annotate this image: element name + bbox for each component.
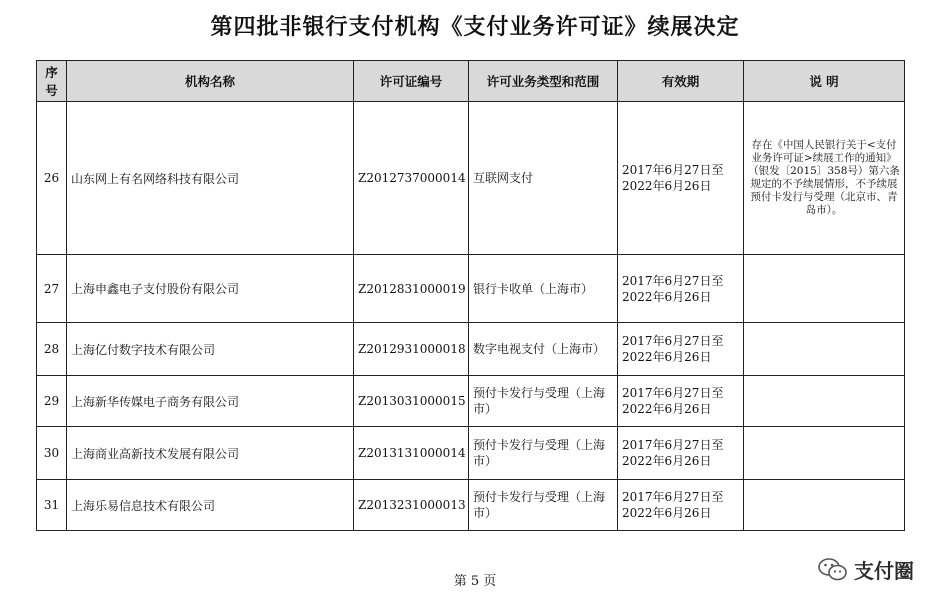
cell-license-no: Z2012737000014 [354, 102, 469, 255]
cell-license-no: Z2013131000014 [354, 427, 469, 480]
header-license-no: 许可证编号 [354, 61, 469, 102]
cell-org-name: 上海乐易信息技术有限公司 [67, 480, 354, 531]
table-header-row [37, 61, 905, 102]
cell-validity: 2017年6月27日至2022年6月26日 [618, 323, 744, 376]
table-row [37, 376, 905, 427]
cell-business-scope: 数字电视支付（上海市） [469, 323, 618, 376]
cell-note [744, 255, 905, 323]
cell-note [744, 323, 905, 376]
cell-license-no: Z2012931000018 [354, 323, 469, 376]
watermark-name: 支付圈 [854, 559, 914, 583]
cell-license-no: Z2013231000013 [354, 480, 469, 531]
cell-business-scope: 预付卡发行与受理（上海市） [469, 480, 618, 531]
cell-validity: 2017年6月27日至2022年6月26日 [618, 376, 744, 427]
table-row [37, 427, 905, 480]
cell-org-name: 上海商业高新技术发展有限公司 [67, 427, 354, 480]
cell-note [744, 480, 905, 531]
cell-index: 26 [37, 102, 67, 255]
table-row [37, 102, 905, 255]
cell-index: 30 [37, 427, 67, 480]
header-validity: 有效期 [618, 61, 744, 102]
cell-org-name: 上海新华传媒电子商务有限公司 [67, 376, 354, 427]
table-row [37, 323, 905, 376]
wechat-icon [818, 557, 848, 583]
table-row [37, 480, 905, 531]
page-number: 第 5 页 [453, 574, 497, 589]
cell-validity: 2017年6月27日至2022年6月26日 [618, 255, 744, 323]
cell-note [744, 427, 905, 480]
watermark [818, 555, 914, 584]
cell-note: 存在《中国人民银行关于<支付业务许可证>续展工作的通知》（银发〔2015〕358号）第六条规定的不予续展情形，不予续展预付卡发行与受理（北京市、青岛市）。 [744, 102, 905, 255]
cell-org-name: 上海申鑫电子支付股份有限公司 [67, 255, 354, 323]
cell-validity: 2017年6月27日至2022年6月26日 [618, 102, 744, 255]
cell-business-scope: 银行卡收单（上海市） [469, 255, 618, 323]
cell-license-no: Z2012831000019 [354, 255, 469, 323]
header-org-name: 机构名称 [67, 61, 354, 102]
cell-business-scope: 预付卡发行与受理（上海市） [469, 376, 618, 427]
page-title: 第四批非银行支付机构《支付业务许可证》续展决定 [210, 14, 740, 40]
cell-index: 27 [37, 255, 67, 323]
table-row [37, 255, 905, 323]
cell-business-scope: 预付卡发行与受理（上海市） [469, 427, 618, 480]
cell-validity: 2017年6月27日至2022年6月26日 [618, 427, 744, 480]
header-note: 说 明 [744, 61, 905, 102]
header-business-scope: 许可业务类型和范围 [469, 61, 618, 102]
cell-org-name: 上海亿付数字技术有限公司 [67, 323, 354, 376]
cell-index: 28 [37, 323, 67, 376]
header-index: 序号 [37, 61, 67, 102]
cell-license-no: Z2013031000015 [354, 376, 469, 427]
cell-note [744, 376, 905, 427]
cell-validity: 2017年6月27日至2022年6月26日 [618, 480, 744, 531]
cell-org-name: 山东网上有名网络科技有限公司 [67, 102, 354, 255]
cell-business-scope: 互联网支付 [469, 102, 618, 255]
cell-index: 29 [37, 376, 67, 427]
cell-index: 31 [37, 480, 67, 531]
license-table [36, 60, 905, 531]
